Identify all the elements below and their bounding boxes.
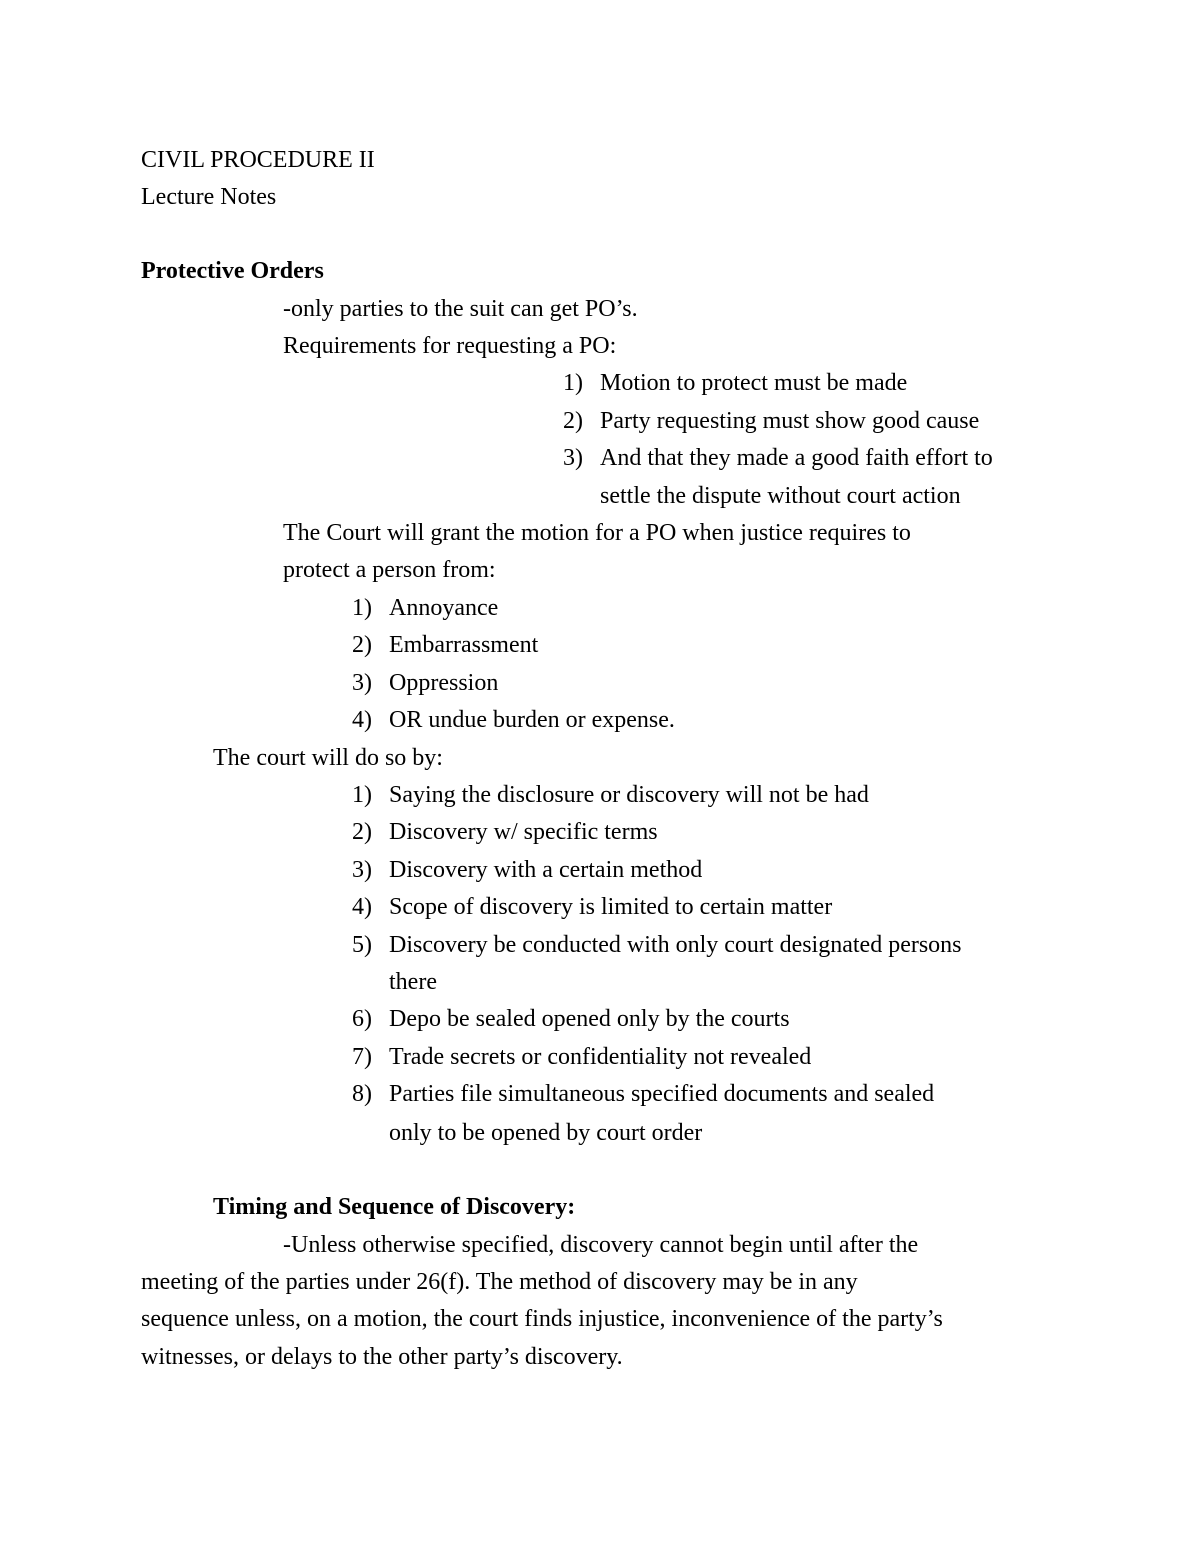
list-item: Oppression	[389, 670, 499, 696]
list-item: Discovery with a certain method	[389, 857, 703, 883]
list-item-number: 7)	[352, 1044, 372, 1070]
list-item: Discovery w/ specific terms	[389, 819, 658, 845]
po-requirements-heading: Requirements for requesting a PO:	[283, 333, 617, 359]
list-item-number: 2)	[563, 408, 583, 434]
list-item-number: 1)	[352, 782, 372, 808]
list-item-number: 2)	[352, 632, 372, 658]
list-item: Parties file simultaneous specified documents and sealed	[389, 1081, 935, 1107]
list-item: Motion to protect must be made	[600, 370, 908, 396]
list-item-number: 3)	[563, 445, 583, 471]
list-item-continuation: only to be opened by court order	[389, 1120, 703, 1146]
section-heading-protective-orders: Protective Orders	[141, 258, 324, 284]
po-grant-line: protect a person from:	[283, 557, 496, 583]
list-item: Depo be sealed opened only by the courts	[389, 1006, 790, 1032]
list-item: Trade secrets or confidentiality not revealed	[389, 1044, 812, 1070]
list-item: Party requesting must show good cause	[600, 408, 980, 434]
list-item: Annoyance	[389, 595, 499, 621]
list-item-number: 3)	[352, 857, 372, 883]
list-item-continuation: settle the dispute without court action	[600, 483, 961, 509]
list-item: Embarrassment	[389, 632, 539, 658]
document-subtitle: Lecture Notes	[141, 184, 277, 210]
paragraph-line: witnesses, or delays to the other party’s discovery.	[141, 1344, 623, 1370]
list-item-number: 1)	[352, 595, 372, 621]
list-item-continuation: there	[389, 969, 437, 995]
list-item-number: 5)	[352, 932, 372, 958]
list-item: OR undue burden or expense.	[389, 707, 675, 733]
paragraph-line: sequence unless, on a motion, the court finds injustice, inconvenience of the party’s	[141, 1306, 943, 1332]
list-item-number: 4)	[352, 894, 372, 920]
list-item-number: 3)	[352, 670, 372, 696]
list-item-number: 8)	[352, 1081, 372, 1107]
course-title: CIVIL PROCEDURE II	[141, 147, 375, 173]
paragraph-line: -Unless otherwise specified, discovery cannot begin until after the	[283, 1232, 919, 1258]
po-grant-line: The Court will grant the motion for a PO when justice requires to	[283, 520, 911, 546]
list-item-number: 2)	[352, 819, 372, 845]
section-heading-timing: Timing and Sequence of Discovery:	[213, 1194, 576, 1220]
list-item-number: 1)	[563, 370, 583, 396]
po-methods-heading: The court will do so by:	[213, 745, 443, 771]
list-item: Scope of discovery is limited to certain matter	[389, 894, 833, 920]
list-item-number: 6)	[352, 1006, 372, 1032]
list-item: And that they made a good faith effort to	[600, 445, 993, 471]
po-intro-line: -only parties to the suit can get PO’s.	[283, 296, 638, 322]
list-item: Saying the disclosure or discovery will not be had	[389, 782, 869, 808]
paragraph-line: meeting of the parties under 26(f). The method of discovery may be in any	[141, 1269, 858, 1295]
list-item: Discovery be conducted with only court designated persons	[389, 932, 962, 958]
list-item-number: 4)	[352, 707, 372, 733]
